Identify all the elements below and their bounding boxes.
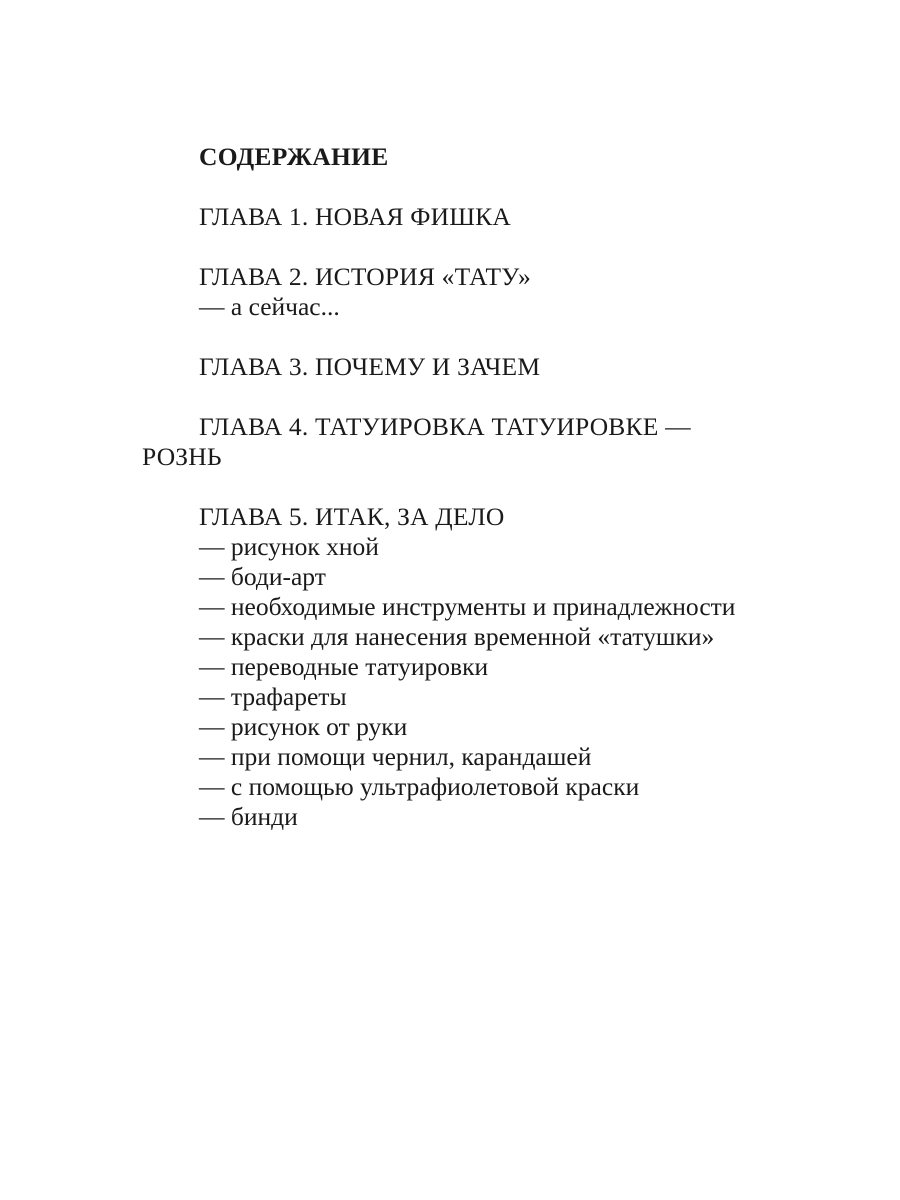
chapter-heading-text: ГЛАВА 5. ИТАК, ЗА ДЕЛО [199,502,505,531]
toc-subitem: — а сейчас... [199,292,340,321]
chapter-heading-text: ГЛАВА 2. ИСТОРИЯ «ТАТУ» [199,262,531,291]
chapter-heading-text: ГЛАВА 4. ТАТУИРОВКА ТАТУИРОВКЕ — [199,412,691,441]
chapter-heading [142,502,842,532]
chapter-heading-continuation: РОЗНЬ [142,442,222,471]
chapter-2 [142,262,842,322]
chapter-heading-text: ГЛАВА 1. НОВАЯ ФИШКА [199,202,511,231]
chapter-3 [142,352,842,382]
table-of-contents [142,142,842,862]
toc-subitem: — боди-арт [199,562,326,591]
chapter-4 [142,412,842,472]
toc-title: СОДЕРЖАНИЕ [199,142,389,171]
chapter-heading [142,202,842,232]
chapter-heading [142,262,842,292]
toc-subitem: — трафареты [199,682,347,711]
chapter-heading-text: ГЛАВА 3. ПОЧЕМУ И ЗАЧЕМ [199,352,541,381]
toc-subitem: — краски для нанесения временной «татушки» [199,622,715,651]
toc-subitem: — переводные татуировки [199,652,489,681]
chapter-1 [142,202,842,232]
toc-subitem: — необходимые инструменты и принадлежности [199,592,736,621]
chapter-heading [142,352,842,382]
toc-subitem: — при помощи чернил, карандашей [199,742,592,771]
toc-subitem: — рисунок от руки [199,712,408,741]
toc-subitem: — бинди [199,802,298,831]
toc-subitem: — рисунок хной [199,532,379,561]
chapter-heading [142,412,842,472]
toc-subitem: — с помощью ультрафиолетовой краски [199,772,640,801]
chapter-5 [142,502,842,832]
